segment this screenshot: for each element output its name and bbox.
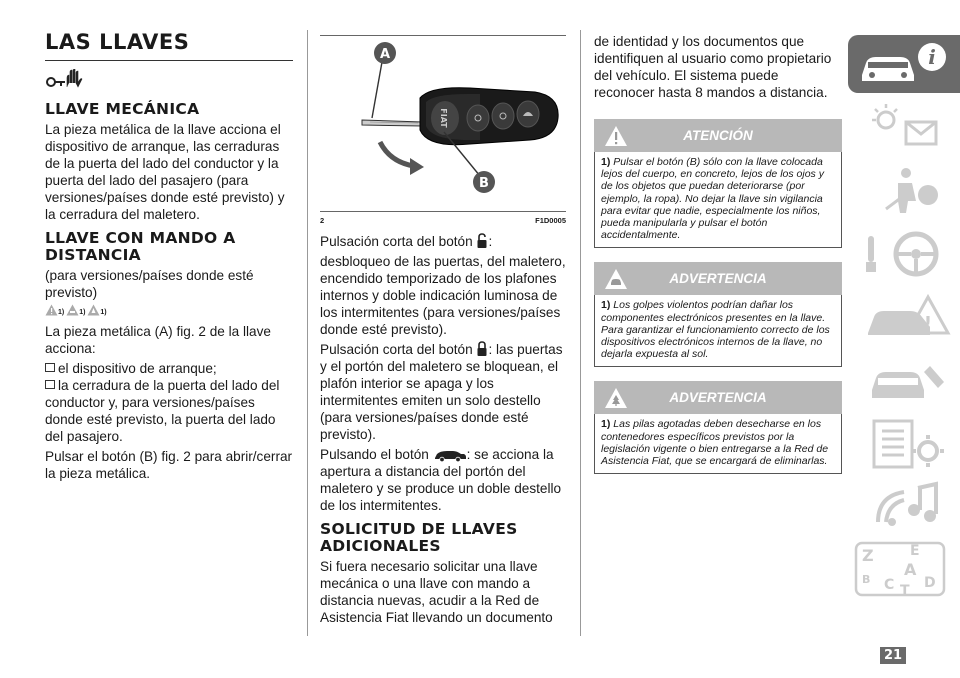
tab-safety[interactable] (848, 161, 960, 219)
paragraph: desbloqueo de las puertas, del maletero, encendido temporizado de los plafones internos y doble indicación luminosa de los intermitentes (para versiones/países donde esté previsto). (320, 254, 566, 337)
paragraph: Pulsar el botón (B) fig. 2 para abrir/cerrar la pieza metálica. (45, 449, 293, 481)
label-a: A (379, 47, 391, 62)
trunk-open-icon (433, 448, 467, 462)
tab-emergency[interactable] (848, 287, 960, 345)
lights-warnings-icon (848, 98, 960, 156)
svg-text:B: B (862, 573, 871, 586)
tab-index[interactable] (848, 539, 960, 597)
list-item: el dispositivo de arranque; (45, 360, 293, 377)
warning-triangle-icon (45, 304, 58, 316)
tab-technical-data[interactable] (848, 413, 960, 471)
svg-text:D: D (924, 575, 936, 591)
tab-maintenance[interactable] (848, 350, 960, 408)
figure-caption (320, 216, 566, 225)
note-title: ATENCIÓN (683, 128, 753, 143)
paragraph: La pieza metálica (A) fig. 2 de la llave acciona: (45, 324, 271, 356)
note-body: 1) Pulsar el botón (B) sólo con la llave colocada lejos del cuerpo, en concreto, lejos de los ojos y de los objetos que puedan deteriorarse (por ejemplo, la ropa). No dejar la llave sin vigilancia para evitar que nadie, especialmente los niños, pueda manipularla y pulsar el botón accidentalmente. (594, 152, 842, 248)
note-header-environment (594, 381, 842, 414)
safety-icon (848, 161, 960, 219)
car-triangle-icon (66, 304, 79, 316)
chapter-sidebar (848, 35, 960, 602)
tree-triangle-icon (87, 304, 100, 316)
note-body: 1) Las pilas agotadas deben desecharse en los contenedores específicos previstos por la legislación vigente o bien entregarse a la Red de Asistencia Fiat, que se encargará de eliminarlas. (594, 414, 842, 474)
tab-lights-warnings[interactable] (848, 98, 960, 156)
caution-ref: 1) (100, 309, 107, 316)
tab-car-info[interactable] (848, 35, 960, 93)
caution-ref: 1) (58, 309, 65, 316)
note-title: ADVERTENCIA (669, 390, 767, 406)
paragraph: (para versiones/países donde esté previsto) (45, 268, 254, 300)
column-1 (45, 30, 293, 485)
bullet-box-icon (45, 380, 55, 389)
note-header-advertencia (594, 262, 842, 295)
svg-text:E: E (910, 543, 920, 559)
paragraph: Pulsación corta del botón : (320, 234, 493, 249)
svg-text:Z: Z (862, 546, 874, 565)
label-b: B (479, 176, 489, 191)
caution-refs (45, 304, 293, 320)
paragraph: Si fuera necesario solicitar una llave mecánica o una llave con mando a distancia nuevas, acudir a la Red de Asistencia Fiat llevando un documento (320, 559, 553, 625)
title-rule (45, 60, 293, 61)
note-header-warning (594, 119, 842, 152)
svg-text:i: i (928, 45, 936, 69)
paragraph: Pulsando el botón : se acciona la apertura a distancia del portón del maletero y se produce un doble destello de los intermitentes. (320, 447, 562, 513)
driving-icon (848, 224, 960, 282)
page-number: 21 (880, 647, 906, 664)
emergency-icon (848, 287, 960, 345)
tab-driving[interactable] (848, 224, 960, 282)
paragraph: La pieza metálica de la llave acciona el dispositivo de arranque, las cerraduras de la puerta del lado del conductor y la puerta del lado del pasajero (para versiones/países donde esté previsto) y la cerradura del maletero. (45, 122, 285, 222)
column-divider (580, 30, 581, 636)
lock-icon (476, 341, 488, 357)
column-divider (307, 30, 308, 636)
index-icon (848, 539, 960, 597)
note-title: ADVERTENCIA (669, 271, 767, 287)
key-figure (320, 35, 566, 212)
figure-code: F1D0005 (535, 216, 566, 225)
paragraph: de identidad y los documentos que identifiquen al usuario como propietario del vehículo. El sistema puede reconocer hasta 8 mandos a distancia. (594, 34, 832, 100)
tab-multimedia[interactable] (848, 476, 960, 534)
note-body: 1) Los golpes violentos podrían dañar los componentes electrónicos presentes en la llave. Para garantizar el funcionamiento correcto de los dispositivos electrónicos internos de la llave, no dejarla expuesta al sol. (594, 295, 842, 367)
section-heading: SOLICITUD DE LLAVES ADICIONALES (320, 520, 518, 555)
section-heading: LLAVE MECÁNICA (45, 100, 200, 118)
unlock-icon (476, 233, 488, 249)
key-fob-illustration (320, 36, 566, 211)
column-3 (594, 33, 842, 474)
svg-text:C: C (884, 577, 895, 593)
caution-ref: 1) (79, 309, 86, 316)
car-info-icon (848, 35, 960, 93)
svg-text:T: T (900, 583, 910, 597)
page-title: LAS LLAVES (45, 30, 190, 54)
section-heading: LLAVE CON MANDO A DISTANCIA (45, 229, 236, 264)
multimedia-icon (848, 476, 960, 534)
figure-number: 2 (320, 216, 325, 225)
svg-text:A: A (904, 560, 917, 579)
paragraph: Pulsación corta del botón : las puertas y el portón del maletero se bloquean, el plafón interior se apaga y los intermitentes emiten un solo destello (para versiones/países donde esté previsto). (320, 342, 563, 442)
key-brand-text: FIAT (439, 108, 448, 128)
maintenance-icon (848, 350, 960, 408)
bullet-box-icon (45, 363, 55, 372)
column-2 (320, 35, 566, 629)
list-item: la cerradura de la puerta del lado del conductor y, para versiones/países donde esté previsto, la puerta del lado del pasajero. (45, 378, 280, 444)
svg-text:!: ! (923, 313, 933, 334)
technical-data-icon (848, 413, 960, 471)
key-hand-icon (45, 69, 293, 94)
